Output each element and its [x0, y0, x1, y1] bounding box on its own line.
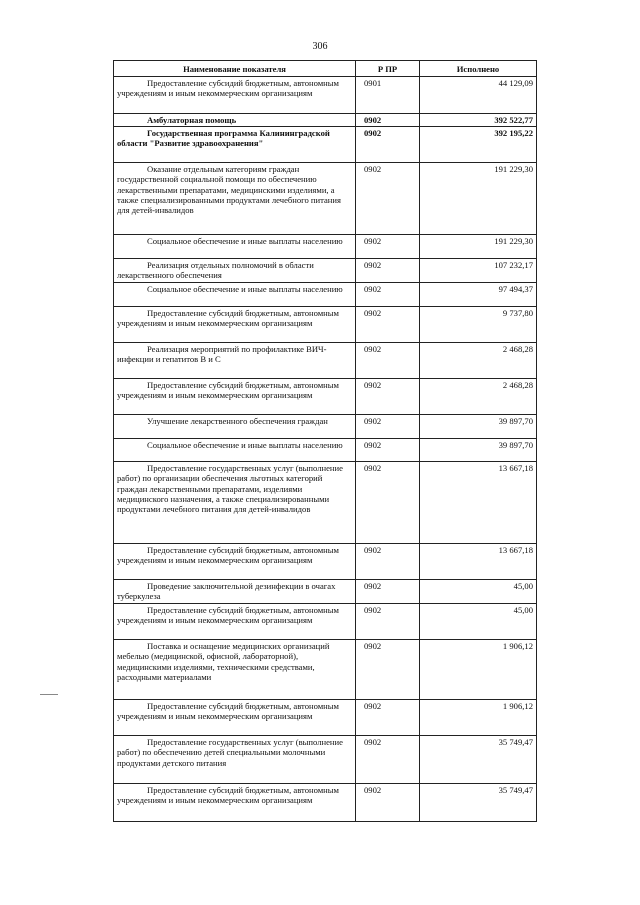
indicator-name: Социальное обеспечение и иные выплаты населению	[147, 440, 343, 450]
section-code: 0902	[356, 640, 420, 700]
indicator-name: Предоставление государственных услуг (выполнение работ) по организации обеспечения льготных категорий граждан лекарственными препаратами, изделиями медицинского назначения, а также специализированными продуктами лечебного питания для детей-инвалидов	[117, 463, 343, 515]
header-section-code: Р ПР	[356, 61, 420, 77]
indicator-name: Предоставление субсидий бюджетным, автономным учреждениям и иным некоммерческим организациям	[117, 701, 339, 722]
executed-amount: 35 749,47	[420, 784, 537, 822]
section-code: 0902	[356, 736, 420, 784]
section-code: 0902	[356, 163, 420, 235]
executed-amount: 45,00	[420, 604, 537, 640]
section-code: 0902	[356, 343, 420, 379]
indicator-name: Государственная программа Калининградской области "Развитие здравоохранения"	[117, 128, 330, 149]
section-code: 0902	[356, 784, 420, 822]
executed-amount: 191 229,30	[420, 163, 537, 235]
indicator-name: Проведение заключительной дезинфекции в очагах туберкулеза	[117, 581, 336, 602]
indicator-name-cell	[114, 114, 356, 127]
table-row	[114, 736, 537, 784]
table-row	[114, 114, 537, 127]
budget-execution-table	[113, 60, 537, 822]
indicator-name-cell	[114, 415, 356, 439]
section-code: 0902	[356, 544, 420, 580]
header-indicator-name: Наименование показателя	[114, 61, 356, 77]
table-header-row	[114, 61, 537, 77]
indicator-name: Амбулаторная помощь	[147, 115, 237, 125]
executed-amount: 191 229,30	[420, 235, 537, 259]
indicator-name-cell	[114, 604, 356, 640]
executed-amount: 392 522,77	[420, 114, 537, 127]
indicator-name-cell	[114, 283, 356, 307]
executed-amount: 44 129,09	[420, 77, 537, 114]
indicator-name-cell	[114, 580, 356, 604]
indicator-name-cell	[114, 544, 356, 580]
indicator-name-cell	[114, 77, 356, 114]
indicator-name-cell	[114, 462, 356, 544]
indicator-name: Улучшение лекарственного обеспечения граждан	[147, 416, 328, 426]
indicator-name: Социальное обеспечение и иные выплаты населению	[147, 284, 343, 294]
executed-amount: 45,00	[420, 580, 537, 604]
section-code: 0902	[356, 235, 420, 259]
executed-amount: 39 897,70	[420, 415, 537, 439]
table-row	[114, 604, 537, 640]
margin-mark	[40, 694, 58, 695]
executed-amount: 13 667,18	[420, 544, 537, 580]
table-row	[114, 163, 537, 235]
page-number: 306	[312, 41, 328, 52]
table-row	[114, 544, 537, 580]
header-executed: Исполнено	[420, 61, 537, 77]
table-row	[114, 77, 537, 114]
section-code: 0902	[356, 415, 420, 439]
table-row	[114, 307, 537, 343]
section-code: 0902	[356, 700, 420, 736]
executed-amount: 9 737,80	[420, 307, 537, 343]
table-row	[114, 235, 537, 259]
indicator-name-cell	[114, 235, 356, 259]
indicator-name-cell	[114, 127, 356, 163]
indicator-name: Поставка и оснащение медицинских организаций мебелью (медицинской, офисной, лабораторной), медицинскими изделиями, техническими средствами, расходными материалами	[117, 641, 330, 682]
section-code: 0902	[356, 379, 420, 415]
executed-amount: 392 195,22	[420, 127, 537, 163]
indicator-name-cell	[114, 640, 356, 700]
indicator-name-cell	[114, 736, 356, 784]
table-row	[114, 259, 537, 283]
section-code: 0902	[356, 462, 420, 544]
table-row	[114, 580, 537, 604]
table-row	[114, 379, 537, 415]
indicator-name: Оказание отдельным категориям граждан государственной социальной помощи по обеспечению лекарственными препаратами, медицинскими изделиями, а также специализированными продуктами лечебного питания для детей-инвалидов	[117, 164, 341, 216]
section-code: 0902	[356, 259, 420, 283]
table-row	[114, 462, 537, 544]
indicator-name: Предоставление субсидий бюджетным, автономным учреждениям и иным некоммерческим организациям	[117, 785, 339, 806]
indicator-name-cell	[114, 163, 356, 235]
indicator-name-cell	[114, 784, 356, 822]
executed-amount: 13 667,18	[420, 462, 537, 544]
table-row	[114, 700, 537, 736]
executed-amount: 2 468,28	[420, 343, 537, 379]
indicator-name: Предоставление субсидий бюджетным, автономным учреждениям и иным некоммерческим организациям	[117, 78, 339, 99]
indicator-name: Предоставление субсидий бюджетным, автономным учреждениям и иным некоммерческим организациям	[117, 605, 339, 626]
table-row	[114, 415, 537, 439]
table-row	[114, 439, 537, 462]
section-code: 0902	[356, 439, 420, 462]
executed-amount: 39 897,70	[420, 439, 537, 462]
indicator-name-cell	[114, 700, 356, 736]
table-row	[114, 640, 537, 700]
section-code: 0902	[356, 283, 420, 307]
indicator-name: Предоставление субсидий бюджетным, автономным учреждениям и иным некоммерческим организациям	[117, 380, 339, 401]
section-code: 0902	[356, 307, 420, 343]
indicator-name: Социальное обеспечение и иные выплаты населению	[147, 236, 343, 246]
section-code: 0902	[356, 580, 420, 604]
indicator-name-cell	[114, 307, 356, 343]
indicator-name: Реализация мероприятий по профилактике ВИЧ-инфекции и гепатитов В и С	[117, 344, 327, 365]
indicator-name-cell	[114, 259, 356, 283]
table-row	[114, 127, 537, 163]
indicator-name-cell	[114, 439, 356, 462]
executed-amount: 2 468,28	[420, 379, 537, 415]
executed-amount: 97 494,37	[420, 283, 537, 307]
executed-amount: 1 906,12	[420, 640, 537, 700]
executed-amount: 107 232,17	[420, 259, 537, 283]
table-row	[114, 283, 537, 307]
section-code: 0901	[356, 77, 420, 114]
section-code: 0902	[356, 127, 420, 163]
indicator-name-cell	[114, 343, 356, 379]
indicator-name: Предоставление субсидий бюджетным, автономным учреждениям и иным некоммерческим организациям	[117, 308, 339, 329]
indicator-name: Предоставление государственных услуг (выполнение работ) по обеспечению детей специальными молочными продуктами детского питания	[117, 737, 343, 768]
executed-amount: 1 906,12	[420, 700, 537, 736]
section-code: 0902	[356, 114, 420, 127]
table-row	[114, 343, 537, 379]
indicator-name-cell	[114, 379, 356, 415]
indicator-name: Реализация отдельных полномочий в области лекарственного обеспечения	[117, 260, 314, 281]
table-row	[114, 784, 537, 822]
executed-amount: 35 749,47	[420, 736, 537, 784]
indicator-name: Предоставление субсидий бюджетным, автономным учреждениям и иным некоммерческим организациям	[117, 545, 339, 566]
section-code: 0902	[356, 604, 420, 640]
